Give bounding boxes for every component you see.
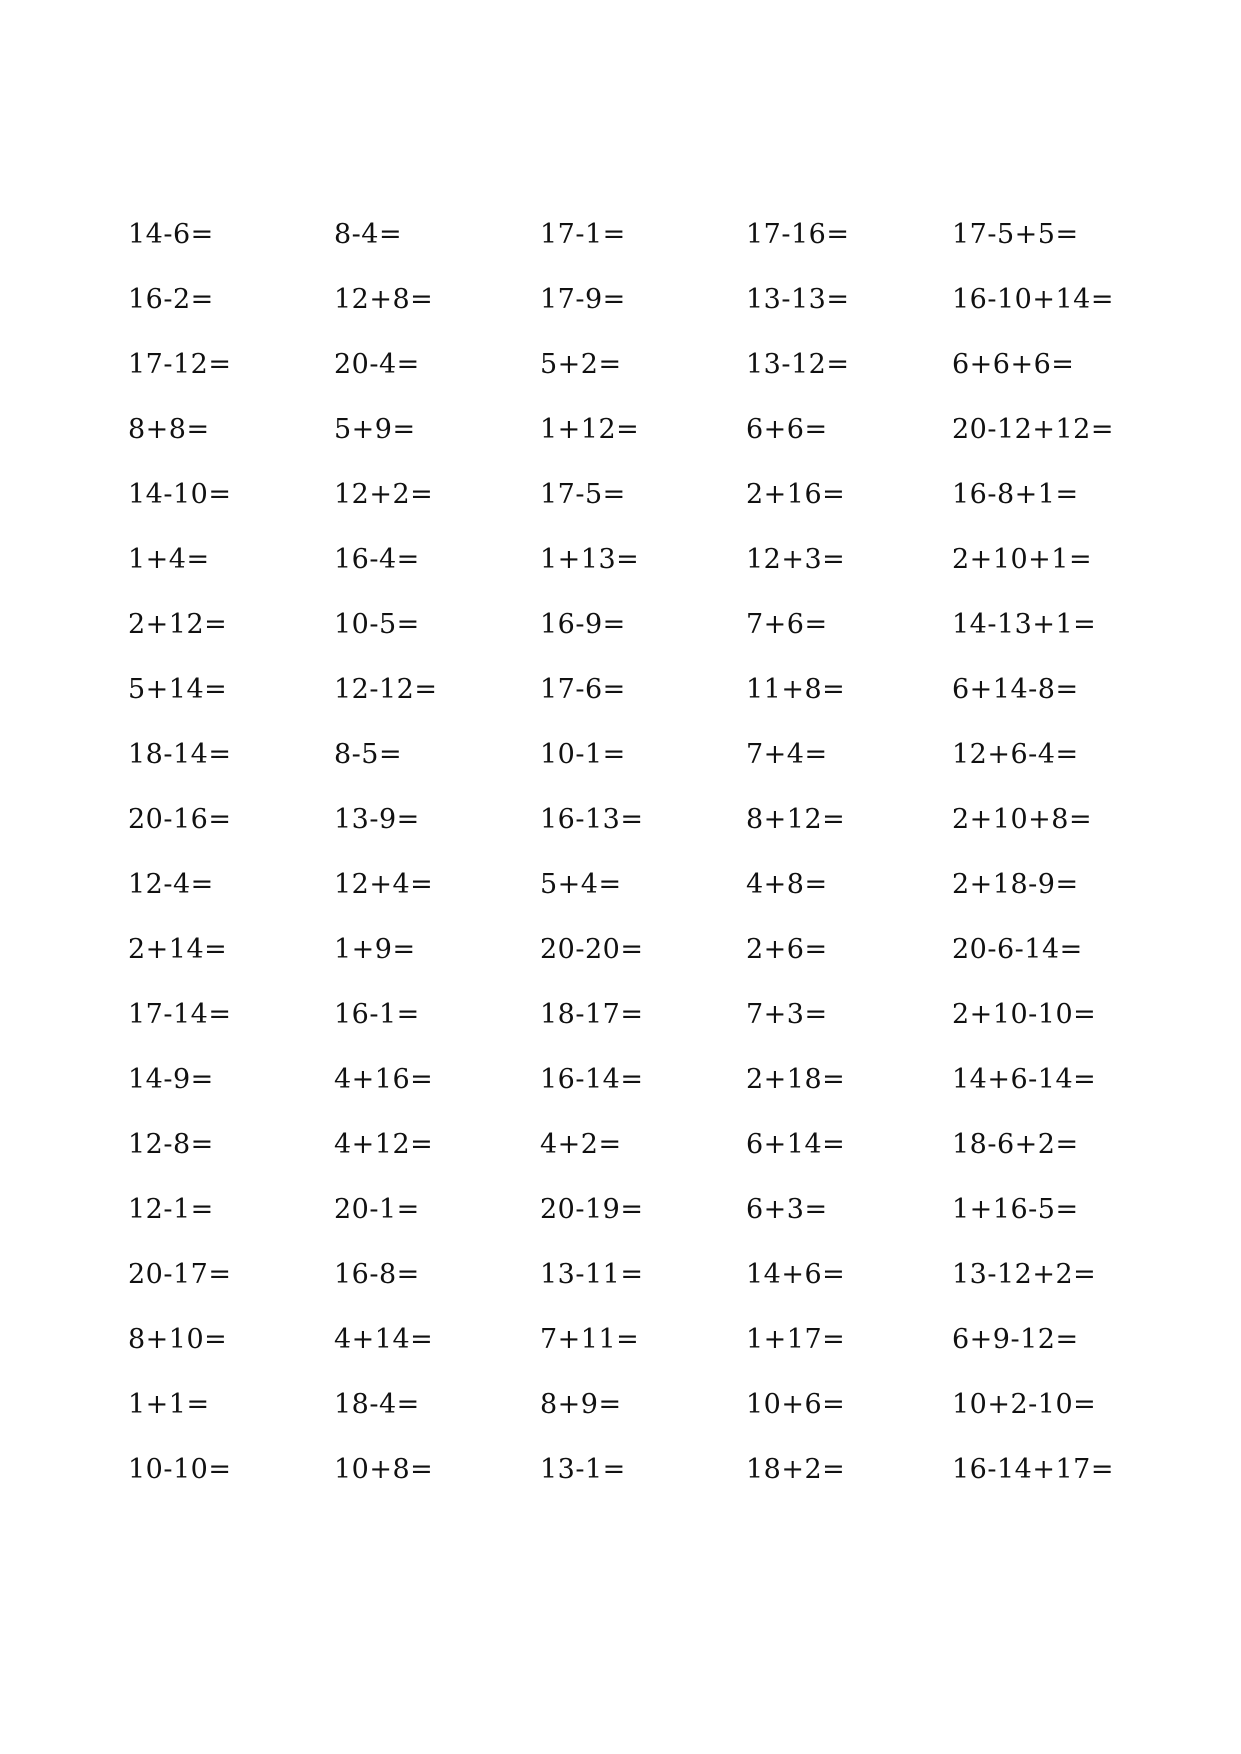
problem-cell: 2+10-10= — [952, 999, 1097, 1030]
problem-cell: 4+12= — [334, 1129, 434, 1160]
problem-cell: 7+4= — [746, 739, 828, 770]
problem-cell: 5+9= — [334, 414, 416, 445]
problem-cell: 2+18-9= — [952, 869, 1079, 900]
problem-cell: 20-12+12= — [952, 414, 1114, 445]
problem-cell: 20-20= — [540, 934, 644, 965]
problem-cell: 17-6= — [540, 674, 626, 705]
problem-cell: 1+4= — [128, 544, 210, 575]
problem-cell: 18+2= — [746, 1454, 846, 1485]
problem-cell: 20-6-14= — [952, 934, 1083, 965]
problem-cell: 13-9= — [334, 804, 420, 835]
problem-cell: 17-12= — [128, 349, 232, 380]
problem-cell: 16-14+17= — [952, 1454, 1114, 1485]
problem-cell: 1+1= — [128, 1389, 210, 1420]
problem-cell: 8+8= — [128, 414, 210, 445]
problem-cell: 7+11= — [540, 1324, 640, 1355]
problem-cell: 12+6-4= — [952, 739, 1079, 770]
problem-cell: 4+2= — [540, 1129, 622, 1160]
problem-grid — [128, 220, 1158, 1520]
problem-cell: 16-8= — [334, 1259, 420, 1290]
problem-cell: 13-12= — [746, 349, 850, 380]
problem-cell: 17-14= — [128, 999, 232, 1030]
problem-cell: 16-9= — [540, 609, 626, 640]
problem-cell: 8+10= — [128, 1324, 228, 1355]
problem-cell: 14-13+1= — [952, 609, 1097, 640]
problem-cell: 6+6+6= — [952, 349, 1075, 380]
problem-cell: 1+9= — [334, 934, 416, 965]
problem-cell: 18-4= — [334, 1389, 420, 1420]
problem-cell: 14-9= — [128, 1064, 214, 1095]
problem-cell: 10-5= — [334, 609, 420, 640]
problem-cell: 18-17= — [540, 999, 644, 1030]
problem-cell: 12-1= — [128, 1194, 214, 1225]
problem-cell: 5+4= — [540, 869, 622, 900]
problem-cell: 2+18= — [746, 1064, 846, 1095]
problem-cell: 14+6-14= — [952, 1064, 1097, 1095]
problem-cell: 12-8= — [128, 1129, 214, 1160]
problem-cell: 10-1= — [540, 739, 626, 770]
problem-cell: 7+3= — [746, 999, 828, 1030]
problem-cell: 10+6= — [746, 1389, 846, 1420]
problem-cell: 4+8= — [746, 869, 828, 900]
problem-cell: 20-19= — [540, 1194, 644, 1225]
problem-cell: 13-11= — [540, 1259, 644, 1290]
problem-cell: 16-14= — [540, 1064, 644, 1095]
problem-cell: 2+10+8= — [952, 804, 1093, 835]
problem-cell: 1+16-5= — [952, 1194, 1079, 1225]
problem-cell: 16-13= — [540, 804, 644, 835]
problem-cell: 2+6= — [746, 934, 828, 965]
problem-cell: 18-6+2= — [952, 1129, 1079, 1160]
problem-cell: 14-10= — [128, 479, 232, 510]
problem-cell: 20-1= — [334, 1194, 420, 1225]
problem-cell: 16-2= — [128, 284, 214, 315]
problem-cell: 12+3= — [746, 544, 846, 575]
problem-cell: 16-10+14= — [952, 284, 1114, 315]
problem-cell: 13-13= — [746, 284, 850, 315]
problem-cell: 6+6= — [746, 414, 828, 445]
problem-cell: 6+3= — [746, 1194, 828, 1225]
problem-cell: 20-17= — [128, 1259, 232, 1290]
problem-cell: 6+14-8= — [952, 674, 1079, 705]
problem-cell: 11+8= — [746, 674, 846, 705]
problem-cell: 7+6= — [746, 609, 828, 640]
problem-cell: 14-6= — [128, 219, 214, 250]
problem-cell: 20-4= — [334, 349, 420, 380]
problem-cell: 20-16= — [128, 804, 232, 835]
problem-cell: 16-1= — [334, 999, 420, 1030]
problem-cell: 2+10+1= — [952, 544, 1093, 575]
problem-cell: 2+16= — [746, 479, 846, 510]
problem-cell: 10-10= — [128, 1454, 232, 1485]
problem-cell: 17-16= — [746, 219, 850, 250]
problem-cell: 12+2= — [334, 479, 434, 510]
problem-cell: 8+9= — [540, 1389, 622, 1420]
problem-cell: 5+14= — [128, 674, 228, 705]
problem-cell: 12-4= — [128, 869, 214, 900]
problem-cell: 4+16= — [334, 1064, 434, 1095]
problem-cell: 6+9-12= — [952, 1324, 1079, 1355]
problem-cell: 1+13= — [540, 544, 640, 575]
problem-cell: 8-5= — [334, 739, 403, 770]
problem-cell: 6+14= — [746, 1129, 846, 1160]
problem-cell: 10+8= — [334, 1454, 434, 1485]
problem-cell: 5+2= — [540, 349, 622, 380]
problem-cell: 12+8= — [334, 284, 434, 315]
problem-cell: 17-5+5= — [952, 219, 1079, 250]
problem-cell: 4+14= — [334, 1324, 434, 1355]
problem-cell: 17-9= — [540, 284, 626, 315]
problem-cell: 16-4= — [334, 544, 420, 575]
problem-cell: 13-1= — [540, 1454, 626, 1485]
problem-cell: 17-1= — [540, 219, 626, 250]
problem-cell: 14+6= — [746, 1259, 846, 1290]
problem-cell: 12-12= — [334, 674, 438, 705]
problem-cell: 17-5= — [540, 479, 626, 510]
problem-cell: 18-14= — [128, 739, 232, 770]
problem-cell: 10+2-10= — [952, 1389, 1097, 1420]
problem-cell: 12+4= — [334, 869, 434, 900]
problem-cell: 1+12= — [540, 414, 640, 445]
problem-cell: 16-8+1= — [952, 479, 1079, 510]
problem-cell: 8+12= — [746, 804, 846, 835]
problem-cell: 2+12= — [128, 609, 228, 640]
problem-cell: 1+17= — [746, 1324, 846, 1355]
problem-cell: 2+14= — [128, 934, 228, 965]
problem-cell: 13-12+2= — [952, 1259, 1097, 1290]
problem-cell: 8-4= — [334, 219, 403, 250]
